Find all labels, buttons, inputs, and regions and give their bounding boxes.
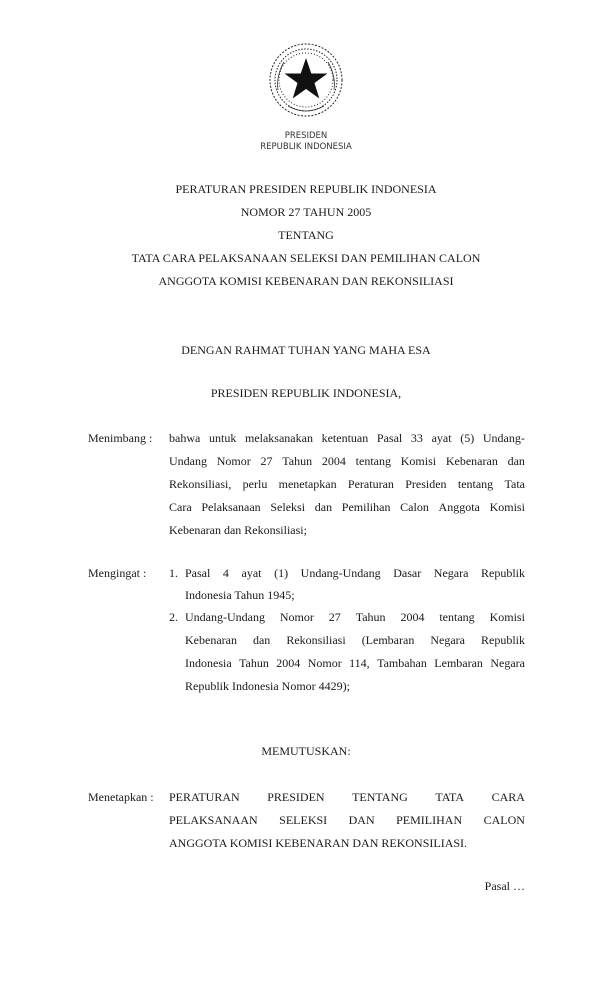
word: Tambahan — [377, 656, 427, 670]
word: Komisi — [400, 454, 437, 468]
word: Republik — [481, 566, 525, 580]
letterhead-caption-presiden: PRESIDEN — [284, 131, 328, 141]
word: 33 — [410, 431, 423, 445]
word: tentang — [355, 454, 391, 468]
word: Peraturan — [347, 477, 394, 491]
mengingat-item-1-line-2: Indonesia Tahun 1945; — [185, 588, 295, 602]
word: PELAKSANAAN — [169, 813, 258, 827]
memutuskan-heading: MEMUTUSKAN: — [261, 744, 351, 758]
menetapkan-label: Menetapkan : — [88, 790, 154, 804]
word: Nomor — [279, 610, 314, 624]
word: Pelaksanaan — [201, 500, 261, 514]
word: Tahun — [355, 610, 386, 624]
word: Lembaran — [434, 656, 483, 670]
word: (1) — [274, 566, 289, 580]
word: Indonesia — [185, 656, 232, 670]
mengingat-item-2-line-4: Republik Indonesia Nomor 4429); — [185, 679, 350, 693]
word: Presiden — [405, 477, 447, 491]
word: Tata — [504, 477, 525, 491]
word: Dasar — [393, 566, 422, 580]
word: melaksanakan — [244, 431, 313, 445]
word: PEMILIHAN — [396, 813, 463, 827]
title-line-subject-2: ANGGOTA KOMISI KEBENARAN DAN REKONSILIASI — [158, 274, 454, 288]
word: Tahun — [282, 454, 313, 468]
word: PERATURAN — [169, 790, 240, 804]
word: Republik — [481, 633, 525, 647]
word: tentang — [457, 477, 494, 491]
menimbang-line-3 — [169, 477, 525, 491]
word: Rekonsiliasi — [286, 633, 346, 647]
word: tentang — [439, 610, 475, 624]
word: bahwa — [169, 431, 201, 445]
word: Pasal — [376, 431, 403, 445]
word: ayat — [431, 431, 452, 445]
word: dan — [314, 500, 333, 514]
word: 27 — [260, 454, 273, 468]
menetapkan-line-3: ANGGOTA KOMISI KEBENARAN DAN REKONSILIASI. — [169, 836, 468, 850]
word: Komisi — [489, 610, 525, 624]
menimbang-line-4 — [169, 500, 525, 514]
word: DAN — [348, 813, 375, 827]
word: Tahun — [239, 656, 269, 670]
word: 2004 — [321, 454, 346, 468]
garuda-star-emblem-icon — [266, 40, 346, 120]
word: Undang — [169, 454, 207, 468]
menimbang-line-2 — [169, 454, 525, 468]
word: Rekonsiliasi, — [169, 477, 232, 491]
word: 27 — [328, 610, 341, 624]
word: Undang- — [482, 431, 525, 445]
word: SELEKSI — [279, 813, 328, 827]
title-line-subject-1: TATA CARA PELAKSANAAN SELEKSI DAN PEMILIHAN CALON — [131, 251, 481, 265]
word: dan — [252, 633, 271, 647]
word: Negara — [430, 633, 465, 647]
continuation-pasal: Pasal … — [484, 879, 525, 893]
mengingat-item-1-line-1 — [185, 566, 525, 580]
invocation-line: DENGAN RAHMAT TUHAN YANG MAHA ESA — [181, 343, 431, 357]
word: Negara — [490, 656, 525, 670]
menimbang-line-1 — [169, 431, 525, 445]
word: dan — [507, 454, 525, 468]
issuer-line: PRESIDEN REPUBLIK INDONESIA, — [210, 386, 402, 400]
word: Undang-Undang — [300, 566, 381, 580]
word: 4 — [222, 566, 229, 580]
word: CARA — [491, 790, 525, 804]
word: Pasal — [185, 566, 211, 580]
title-line-number: NOMOR 27 TAHUN 2005 — [240, 205, 372, 219]
word: Pemilihan — [341, 500, 391, 514]
word: 2004 — [400, 610, 425, 624]
mengingat-item-2-line-3 — [185, 656, 525, 670]
mengingat-item-2-line-1 — [185, 610, 525, 624]
mengingat-item-2-line-2 — [185, 633, 525, 647]
title-line-tentang: TENTANG — [278, 228, 334, 242]
word: menetapkan — [278, 477, 337, 491]
word: PRESIDEN — [267, 790, 325, 804]
word: (5) — [460, 431, 475, 445]
word: Kebenaran — [185, 633, 237, 647]
menetapkan-line-2 — [169, 813, 525, 827]
word: ketentuan — [321, 431, 369, 445]
word: 2004 — [276, 656, 301, 670]
menetapkan-line-1 — [169, 790, 525, 804]
mengingat-label: Mengingat : — [88, 566, 147, 580]
word: Seleksi — [270, 500, 306, 514]
word: Cara — [169, 500, 192, 514]
mengingat-item-1-number: 1. — [169, 566, 178, 580]
mengingat-item-2-number: 2. — [169, 610, 178, 624]
title-line-regulation: PERATURAN PRESIDEN REPUBLIK INDONESIA — [175, 182, 437, 196]
word: untuk — [208, 431, 237, 445]
letterhead-caption-republik: REPUBLIK INDONESIA — [260, 142, 352, 152]
word: TATA — [435, 790, 465, 804]
word: Anggota — [438, 500, 480, 514]
word: Komisi — [489, 500, 525, 514]
word: Negara — [433, 566, 469, 580]
word: Nomor — [216, 454, 251, 468]
word: Kebenaran — [445, 454, 498, 468]
word: CALON — [483, 813, 525, 827]
menimbang-line-5: Kebenaran dan Rekonsiliasi; — [169, 523, 307, 537]
word: Calon — [400, 500, 429, 514]
word: 114, — [349, 656, 370, 670]
word: Nomor — [307, 656, 342, 670]
word: ayat — [241, 566, 262, 580]
word: TENTANG — [352, 790, 408, 804]
word: perlu — [242, 477, 268, 491]
menimbang-label: Menimbang : — [88, 431, 153, 445]
word: Undang-Undang — [185, 610, 265, 624]
word: (Lembaran — [361, 633, 415, 647]
